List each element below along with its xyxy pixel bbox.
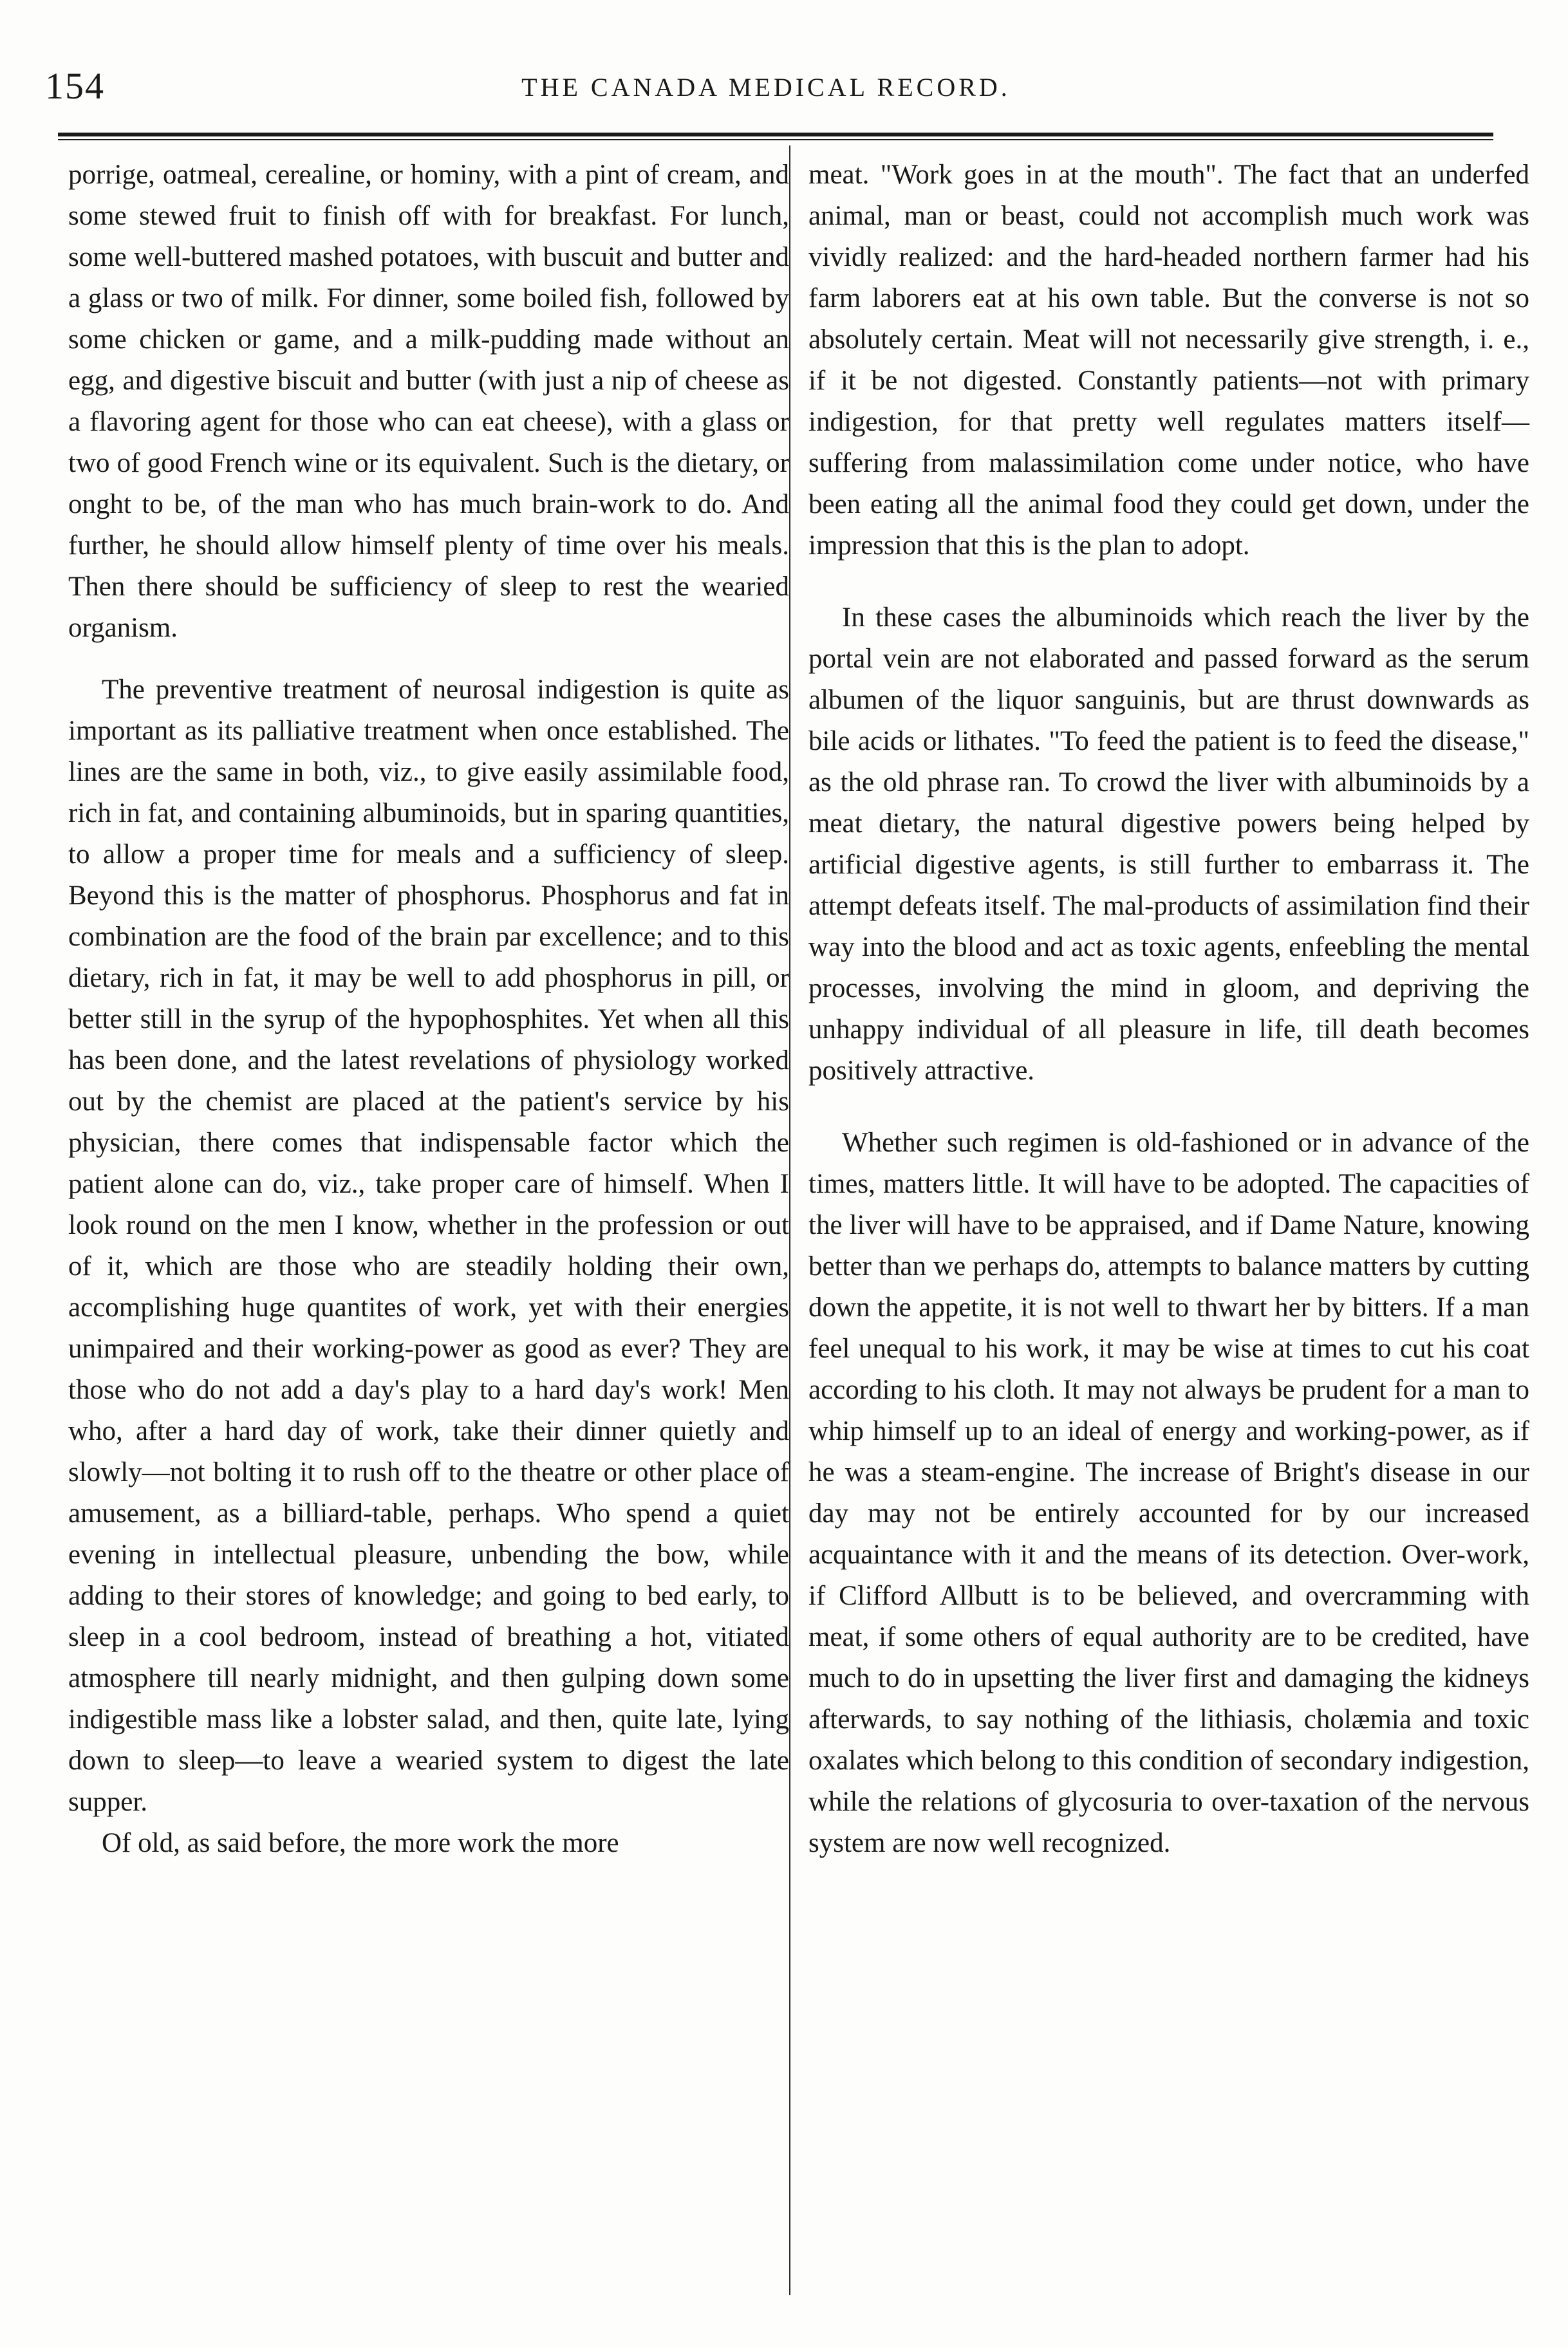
- paragraph: porrige, oatmeal, cerealine, or hominy, with a pint of cream, and some stewed fruit to finish off with for breakfast. For lunch, some well-buttered mashed potatoes, with buscuit and butter and a glass or two of milk. For dinner, some boiled fish, followed by some chicken or game, and a milk-pudding made without an egg, and digestive biscuit and butter (with just a nip of cheese as a flavoring agent for those who can eat cheese), with a glass or two of good French wine or its equivalent. Such is the dietary, or onght to be, of the man who has much brain-work to do. And further, he should allow himself plenty of time over his meals. Then there should be sufficiency of sleep to rest the wearied organism.: [68, 160, 789, 643]
- page-header: [45, 64, 1487, 116]
- header-rule-thick: [58, 133, 1493, 136]
- page-number: 154: [45, 65, 105, 107]
- column-divider: [789, 145, 790, 2295]
- paragraph: In these cases the albuminoids which reach the liver by the portal vein are not elaborated and passed forward as the serum albumen of the liquor sanguinis, but are thrust downwards as bile acids or lithates. "To feed the patient is to feed the disease," as the old phrase ran. To crowd the liver with albuminoids by a meat dietary, the natural digestive powers being helped by artificial digestive agents, is still further to embarrass it. The attempt defeats itself. The mal-products of assimilation find their way into the blood and act as toxic agents, enfeebling the mental processes, involving the mind in gloom, and depriving the unhappy individual of all pleasure in life, till death becomes positively attractive.: [808, 602, 1529, 1086]
- left-column: [68, 154, 789, 1864]
- paragraph: Of old, as said before, the more work the more: [102, 1828, 619, 1858]
- right-column: [808, 154, 1529, 1864]
- paragraph: The preventive treatment of neurosal indigestion is quite as important as its palliative treatment when once established. The lines are the same in both, viz., to give easily assimilable food, rich in fat, and containing albuminoids, but in sparing quantities, to allow a proper time for meals and a sufficiency of sleep. Beyond this is the matter of phosphorus. Phosphorus and fat in combination are the food of the brain par excellence; and to this dietary, rich in fat, it may be well to add phosphorus in pill, or better still in the syrup of the hypophosphites. Yet when all this has been done, and the latest revelations of physiology worked out by the chemist are placed at the patient's service by his physician, there comes that indispensable factor which the patient alone can do, viz., take proper care of himself. When I look round on the men I know, whether in the profession or out of it, which are those who are steadily holding their own, accomplishing huge quantites of work, yet with their energies unimpaired and their working-power as good as ever? They are those who do not add a day's play to a hard day's work! Men who, after a hard day of work, take their dinner quietly and slowly—not bolting it to rush off to the theatre or other place of amusement, as a billiard-table, perhaps. Who spend a quiet evening in intellectual pleasure, unbending the bow, while adding to their stores of knowledge; and going to bed early, to sleep in a cool bedroom, instead of breathing a hot, vitiated atmosphere till nearly midnight, and then gulping down some indigestible mass like a lobster salad, and then, quite late, lying down to sleep—to leave a wearied system to digest the late supper.: [68, 675, 789, 1817]
- paragraph: meat. "Work goes in at the mouth". The fact that an underfed animal, man or beast, could not accomplish much work was vividly realized: and the hard-headed northern farmer had his farm laborers eat at his own table. But the converse is not so absolutely certain. Meat will not necessarily give strength, i. e., if it be not digested. Constantly patients—not with primary indigestion, for that pretty well regulates matters itself—suffering from malassimilation come under notice, who have been eating all the animal food they could get down, under the impression that this is the plan to adopt.: [808, 160, 1529, 561]
- paragraph: Whether such regimen is old-fashioned or in advance of the times, matters little. It will have to be adopted. The capacities of the liver will have to be appraised, and if Dame Nature, knowing better than we perhaps do, attempts to balance matters by cutting down the appetite, it is not well to thwart her by bitters. If a man feel unequal to his work, it may be wise at times to cut his coat according to his cloth. It may not always be prudent for a man to whip himself up to an ideal of energy and working-power, as if he was a steam-engine. The increase of Bright's disease in our day may not be entirely accounted for by our increased acquaintance with it and the means of its detection. Over-work, if Clifford Allbutt is to be believed, and overcramming with meat, if some others of equal authority are to be credited, have much to do in upsetting the liver first and damaging the kidneys afterwards, to say nothing of the lithiasis, cholæmia and toxic oxalates which belong to this condition of secondary indigestion, while the relations of glycosuria to over-taxation of the nervous system are now well recognized.: [808, 1128, 1529, 1858]
- journal-title: THE CANADA MEDICAL RECORD.: [521, 73, 1011, 102]
- header-rule-thin: [58, 139, 1493, 140]
